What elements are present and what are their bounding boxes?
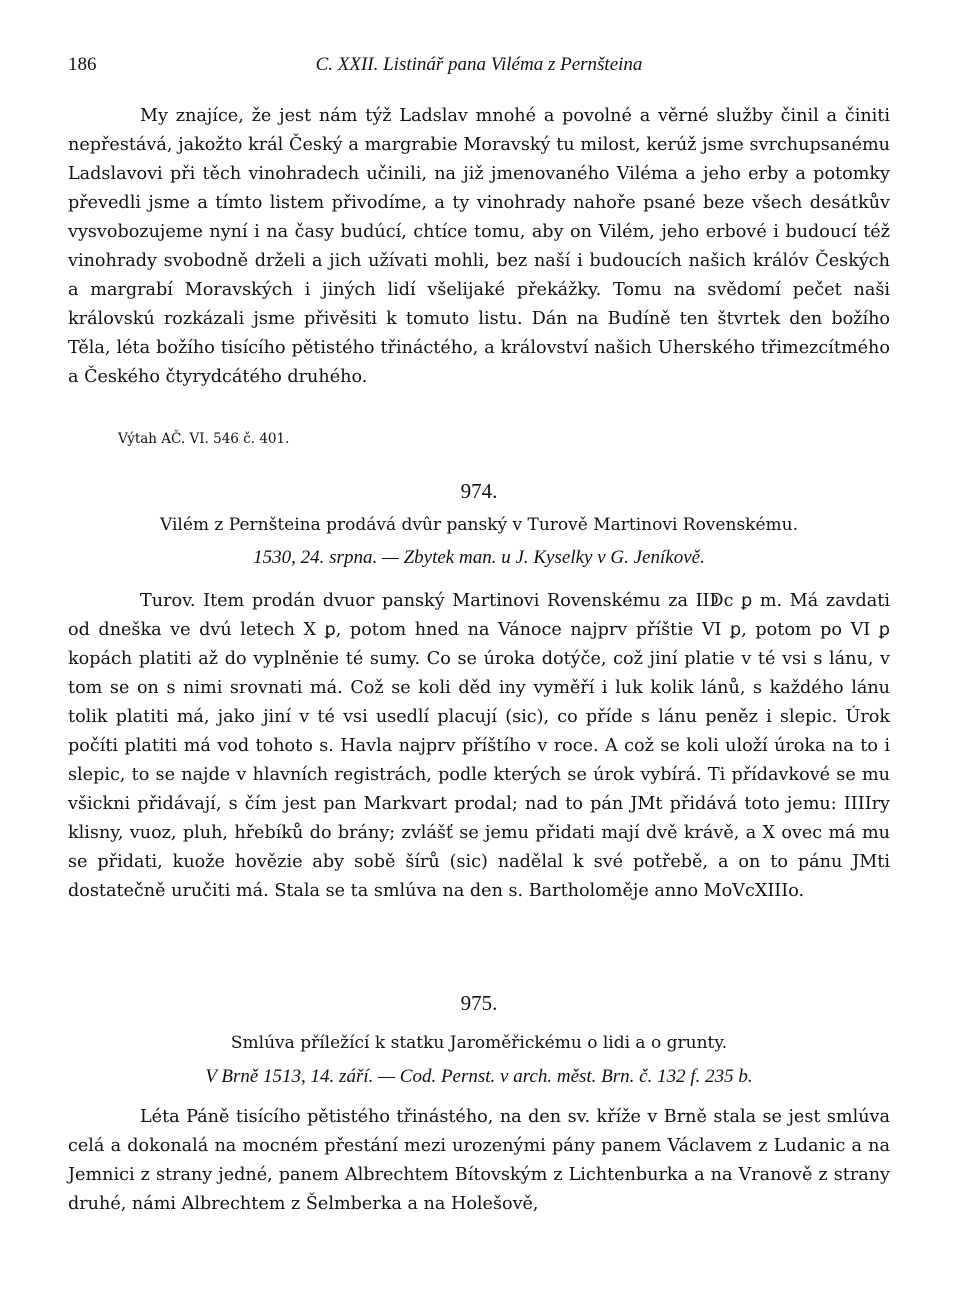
entry-title-975: Smlúva příležící k statku Jaroměřickému o lidi a o grunty. <box>230 1033 728 1053</box>
continuation-paragraph: My znajíce, že jest nám týž Ladslav mnohé a povolné a věrné služby činil a činiti nepřestává, jakožto král Český a margrabie Moravský tu milost, kerúž jsme svrchupsanému Ladslavovi při těch vinohradech učinili, na již jmenovaného Viléma a jeho erby a potomky převedli jsme a tímto listem přivodíme, a ty vinohrady nahoře psané beze všech desátkův vysvobozujeme nyní i na časy budúcí, chtíce tomu, aby on Vilém, jeho erbové i budoucí též vinohrady svobodně drželi a jich užívati mohli, bez naší i budoucích našich králóv Českých a margrabí Moravských i jiných lidí všelijaké překážky. Tomu na svědomí pečet naši královskú rozkázali jsme přivěsiti k tomuto listu. Dán na Budíně ten štvrtek den božího Těla, léta božího tisícího pětistého třináctého, a království našich Uherského třimezcítmého a Českého čtyrydcátého druhého. <box>68 106 890 387</box>
entry-text-974: Turov. Item prodán dvuor panský Martinovi Rovenskému za IIↁc ꝑ m. Má zavdati od dneška ve dvú letech X ꝑ, potom hned na Vánoce najprv příštie VI ꝑ, potom po VI ꝑ kopách platiti až do vyplněnie té sumy. Co se úroka dotýče, což jiní platie v té vsi s lánu, v tom se on s nimi srovnati má. Což se koli děd iny vyměří i luk kolik lánů, s každého lánu tolik platiti má, jako jiní v té vsi usedlí placují (sic), co příde s lánu peněz i slepic. Úrok počíti platiti má vod tohoto s. Havla najprv příštího v roce. A což se koli uloží úroka na to i slepic, to se najde v hlavních registrách, podle kterých se úrok vybírá. Ti přídavkové se mu všickni přidávají, s čím jest pan Markvart prodal; nad to pán JMt přidává toto jemu: IIIIry klisny, vuoz, pluh, hřebíků do brány; zvlášť se jemu přidati mají dvě krávě, a X ovec má mu se přidati, kuože hovězie aby sobě šírů (sic) nadělal k své potřebě, a on to pánu JMti dostatečně uručiti má. Stala se ta smlúva na den s. Bartholoměje anno MoVcXIIIo. <box>68 591 890 901</box>
entry-number-975: 975. <box>460 991 498 1015</box>
entry-date-975: V Brně 1513, 14. září. — Cod. Pernst. v arch. měst. Brn. č. 132 f. 235 b. <box>205 1066 753 1087</box>
page-header <box>68 54 890 80</box>
running-title: C. XXII. Listinář pana Viléma z Pernšteina <box>315 54 643 75</box>
entry-text-975: Léta Páně tisícího pětistého třinástého, na den sv. kříže v Brně stala se jest smlúva celá a dokonalá na mocném přestání mezi urozenými pány panem Václavem z Ludanic a na Jemnici z strany jedné, panem Albrechtem Bítovským z Lichtenburka a na Vranově z strany druhé, námi Albrechtem z Šelmberka a na Holešově, <box>68 1107 890 1214</box>
entry-date-974: 1530, 24. srpna. — Zbytek man. u J. Kyselky v G. Jeníkově. <box>253 547 705 568</box>
source-note: Výtah AČ. VI. 546 č. 401. <box>118 431 290 447</box>
page-number: 186 <box>68 54 97 75</box>
entry-title-974: Vilém z Pernšteina prodává dvûr panský v Turově Martinovi Rovenskému. <box>159 515 798 535</box>
entry-number-974: 974. <box>460 479 498 503</box>
